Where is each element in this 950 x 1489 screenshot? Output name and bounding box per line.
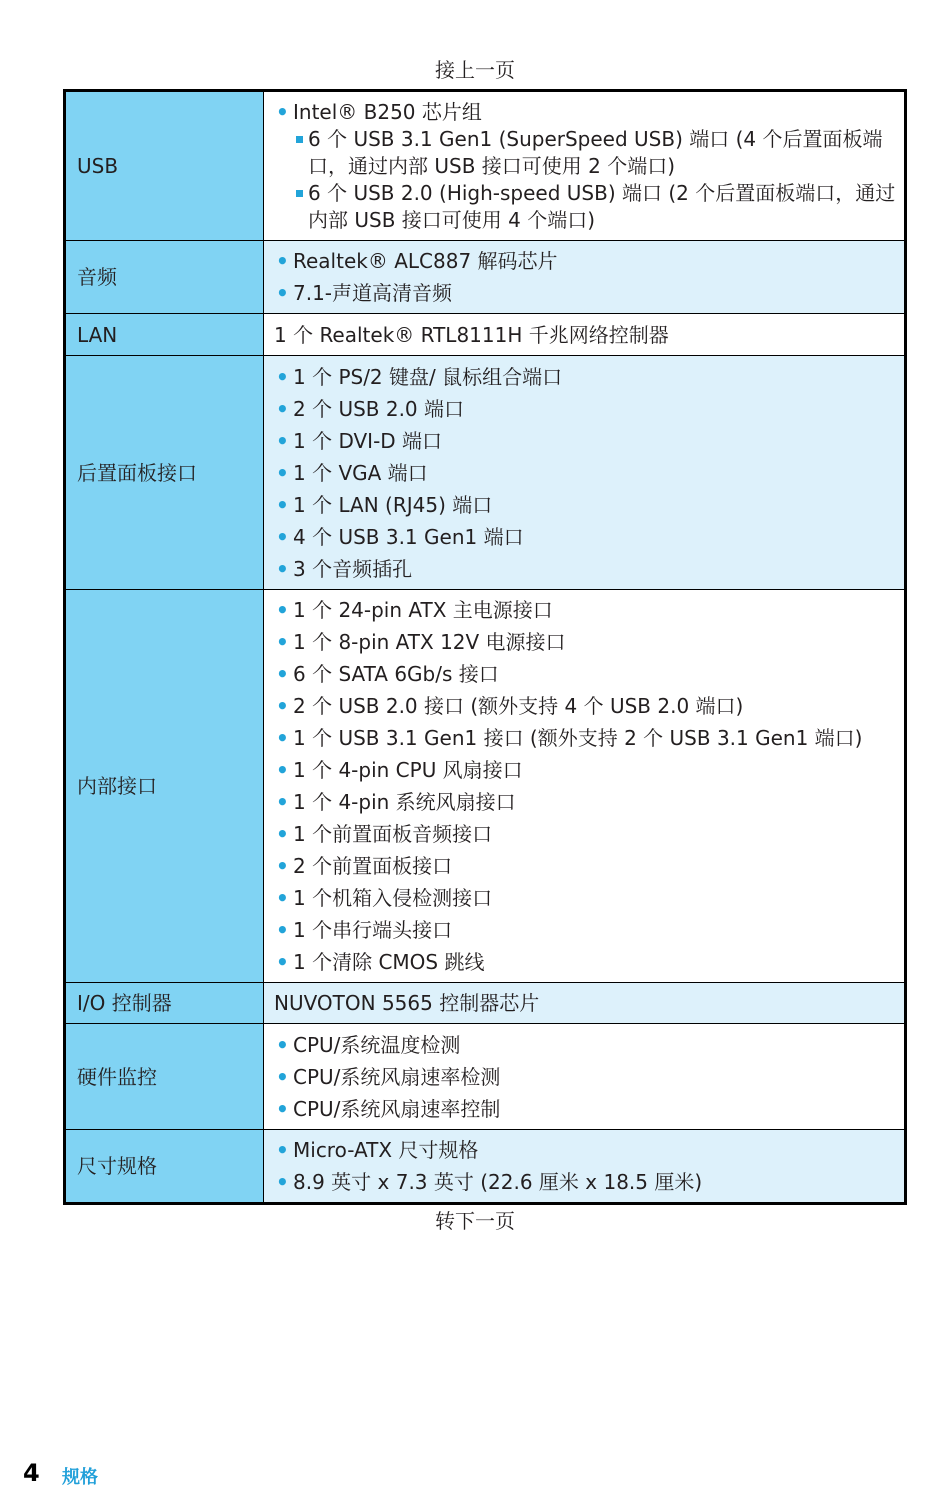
spec-item: • 3 个音频插孔 [274, 553, 896, 585]
page-number: 4 [23, 1459, 40, 1487]
spec-item: • 1 个机箱入侵检测接口 [274, 882, 896, 914]
spec-item: • 8.9 英寸 x 7.3 英寸 (22.6 厘米 x 18.5 厘米) [274, 1166, 896, 1198]
spec-row-lan [65, 314, 906, 356]
spec-item: • 1 个 DVI-D 端口 [274, 425, 896, 457]
spec-item: • 2 个 USB 2.0 接口 (额外支持 4 个 USB 2.0 端口) [274, 690, 896, 722]
section-title: 规格 [62, 1467, 98, 1488]
spec-row-hardware-monitor [65, 1024, 906, 1130]
spec-item: • 2 个 USB 2.0 端口 [274, 393, 896, 425]
spec-table [63, 89, 907, 1205]
spec-item: • 1 个清除 CMOS 跳线 [274, 946, 896, 978]
spec-subitem: 6 个 USB 3.1 Gen1 (SuperSpeed USB) 端口 (4 个后置面板端口，通过内部 USB 接口可使用 2 个端口) [274, 126, 896, 180]
spec-subitem: 6 个 USB 2.0 (High-speed USB) 端口 (2 个后置面板端口，通过内部 USB 接口可使用 4 个端口) [274, 180, 896, 234]
spec-item: • 4 个 USB 3.1 Gen1 端口 [274, 521, 896, 553]
spec-row-internal [65, 590, 906, 983]
spec-value [264, 1024, 906, 1130]
spec-item: • 1 个 PS/2 键盘/ 鼠标组合端口 [274, 361, 896, 393]
spec-item: • 1 个 4-pin CPU 风扇接口 [274, 754, 896, 786]
spec-label: USB [65, 91, 264, 241]
spec-item: • 2 个前置面板接口 [274, 850, 896, 882]
spec-label: 硬件监控 [65, 1024, 264, 1130]
spec-label: LAN [65, 314, 264, 356]
spec-item: • Intel® B250 芯片组 [274, 99, 896, 126]
spec-item: • 1 个串行端头接口 [274, 914, 896, 946]
spec-value [264, 1130, 906, 1204]
spec-value [264, 590, 906, 983]
spec-value: 1 个 Realtek® RTL8111H 千兆网络控制器 [264, 314, 906, 356]
spec-item: • CPU/系统温度检测 [274, 1029, 896, 1061]
spec-row-rear-panel [65, 356, 906, 590]
spec-item: • Micro-ATX 尺寸规格 [274, 1134, 896, 1166]
spec-item: • 6 个 SATA 6Gb/s 接口 [274, 658, 896, 690]
spec-label: 后置面板接口 [65, 356, 264, 590]
spec-item: • 1 个 8-pin ATX 12V 电源接口 [274, 626, 896, 658]
spec-value [264, 356, 906, 590]
continued-from-label: 接上一页 [435, 58, 515, 82]
spec-item: • 1 个 24-pin ATX 主电源接口 [274, 594, 896, 626]
spec-label: 音频 [65, 241, 264, 314]
spec-label: 内部接口 [65, 590, 264, 983]
spec-value: NUVOTON 5565 控制器芯片 [264, 983, 906, 1024]
spec-label: I/O 控制器 [65, 983, 264, 1024]
spec-row-usb [65, 91, 906, 241]
spec-item: • Realtek® ALC887 解码芯片 [274, 245, 896, 277]
spec-item: • 1 个前置面板音频接口 [274, 818, 896, 850]
spec-item: • 1 个 4-pin 系统风扇接口 [274, 786, 896, 818]
spec-item: • CPU/系统风扇速率检测 [274, 1061, 896, 1093]
spec-label: 尺寸规格 [65, 1130, 264, 1204]
spec-item: • 7.1-声道高清音频 [274, 277, 896, 309]
spec-value [264, 91, 906, 241]
spec-item: • 1 个 USB 3.1 Gen1 接口 (额外支持 2 个 USB 3.1 Gen1 端口) [274, 722, 896, 754]
spec-row-form-factor [65, 1130, 906, 1204]
spec-item: • 1 个 LAN (RJ45) 端口 [274, 489, 896, 521]
continued-to-label: 转下一页 [435, 1209, 515, 1233]
spec-value [264, 241, 906, 314]
spec-item: • 1 个 VGA 端口 [274, 457, 896, 489]
spec-row-audio [65, 241, 906, 314]
spec-item: • CPU/系统风扇速率控制 [274, 1093, 896, 1125]
spec-row-io-controller [65, 983, 906, 1024]
